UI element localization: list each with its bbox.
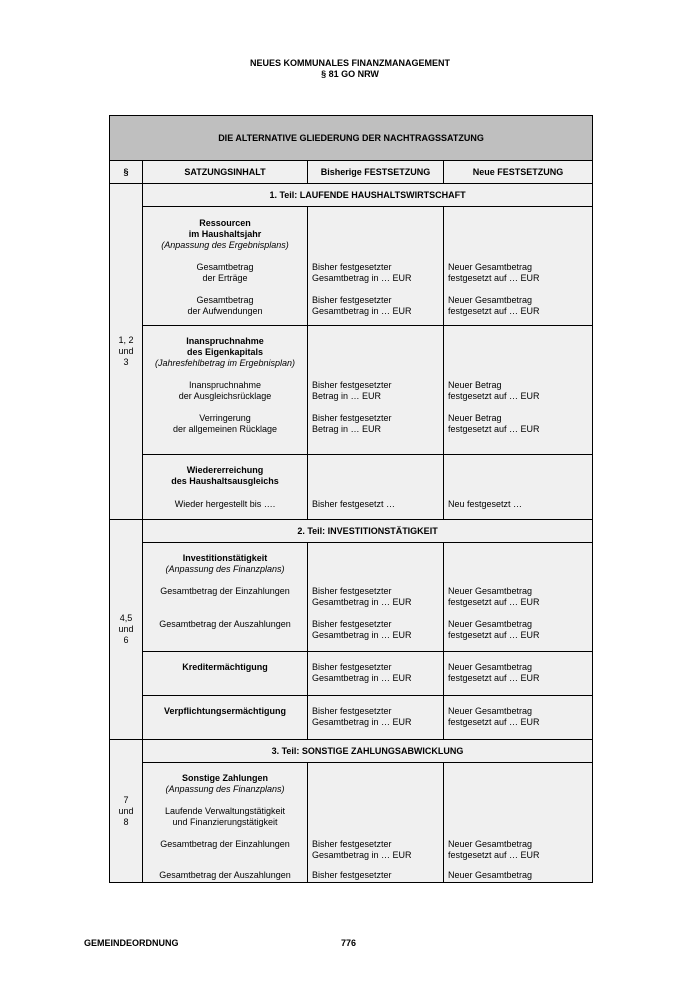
new-value-cell: Neuer Gesamtbetrag festgesetzt auf … EUR — [444, 696, 593, 740]
table-title: DIE ALTERNATIVE GLIEDERUNG DER NACHTRAGSSATZUNG — [110, 116, 593, 161]
old-value-cell: Bisher festgesetzt … — [308, 455, 444, 520]
part3-block-sonstige — [110, 763, 593, 883]
paragraph-cell-part1: 1, 2 und 3 — [110, 184, 143, 520]
content-cell: Verpflichtungsermächtigung — [143, 696, 308, 740]
part2-block-kredit — [110, 652, 593, 696]
old-value-cell: Bisher festgesetzter Gesamtbetrag in … EUR Bisher festgesetzter Gesamtbetrag in … EUR — [308, 543, 444, 652]
page-number: 776 — [341, 938, 357, 948]
content-cell: Investitionstätigkeit (Anpassung des Finanzplans) Gesamtbetrag der Einzahlungen Gesamtbetrag der Auszahlungen — [143, 543, 308, 652]
content-cell: Wiedererreichung des Haushaltsausgleichs Wieder hergestellt bis …. — [143, 455, 308, 520]
part1-block-eigenkapital — [110, 326, 593, 455]
old-value-cell: Bisher festgesetzter Gesamtbetrag in … EUR Bisher festgesetzter — [308, 763, 444, 883]
col-new-header: Neue FESTSETZUNG — [444, 161, 593, 184]
page-header-paragraph: § 81 GO NRW — [321, 69, 379, 79]
paragraph-cell-part2: 4,5 und 6 — [110, 520, 143, 740]
paragraph-cell-part3: 7 und 8 — [110, 740, 143, 883]
part1-block-ressourcen — [110, 207, 593, 326]
new-value-cell: Neuer Gesamtbetrag festgesetzt auf … EUR Neuer Gesamtbetrag festgesetzt auf … EUR — [444, 543, 593, 652]
new-value-cell: Neuer Gesamtbetrag festgesetzt auf … EUR Neuer Gesamtbetrag festgesetzt auf … EUR — [444, 207, 593, 326]
page-header-title: NEUES KOMMUNALES FINANZMANAGEMENT — [250, 58, 450, 68]
old-value-cell: Bisher festgesetzter Gesamtbetrag in … EUR — [308, 696, 444, 740]
part1-block-haushaltsausgleich — [110, 455, 593, 520]
part1-title: 1. Teil: LAUFENDE HAUSHALTSWIRTSCHAFT — [143, 184, 593, 207]
new-value-cell: Neuer Gesamtbetrag festgesetzt auf … EUR — [444, 652, 593, 696]
col-old-header: Bisherige FESTSETZUNG — [308, 161, 444, 184]
old-value-cell: Bisher festgesetzter Gesamtbetrag in … EUR — [308, 652, 444, 696]
column-header-row — [110, 161, 593, 184]
new-value-cell: Neuer Betrag festgesetzt auf … EUR Neuer Betrag festgesetzt auf … EUR — [444, 326, 593, 455]
content-cell: Inanspruchnahme des Eigenkapitals (Jahresfehlbetrag im Ergebnisplan) Inanspruchnahme der Ausgleichsrücklage Verringerung der allgemeinen Rücklage — [143, 326, 308, 455]
new-value-cell: Neuer Gesamtbetrag festgesetzt auf … EUR Neuer Gesamtbetrag — [444, 763, 593, 883]
nachtragssatzung-table — [109, 115, 593, 883]
part2-block-investition — [110, 543, 593, 652]
col-content-header: SATZUNGSINHALT — [143, 161, 308, 184]
new-value-cell: Neu festgesetzt … — [444, 455, 593, 520]
content-cell: Kreditermächtigung — [143, 652, 308, 696]
content-cell: Sonstige Zahlungen (Anpassung des Finanzplans) Laufende Verwaltungstätigkeit und Finanzierungstätigkeit Gesamtbetrag der Einzahlungen Gesamtbetrag der Auszahlungen — [143, 763, 308, 883]
part2-title: 2. Teil: INVESTITIONSTÄTIGKEIT — [143, 520, 593, 543]
footer-title: GEMEINDEORDNUNG — [84, 938, 179, 948]
col-paragraph-header: § — [110, 161, 143, 184]
content-cell: Ressourcen im Haushaltsjahr (Anpassung des Ergebnisplans) Gesamtbetrag der Erträge Gesamtbetrag der Aufwendungen — [143, 207, 308, 326]
part3-title: 3. Teil: SONSTIGE ZAHLUNGSABWICKLUNG — [143, 740, 593, 763]
old-value-cell: Bisher festgesetzter Gesamtbetrag in … EUR Bisher festgesetzter Gesamtbetrag in … EUR — [308, 207, 444, 326]
part2-block-verpflichtung — [110, 696, 593, 740]
old-value-cell: Bisher festgesetzter Betrag in … EUR Bisher festgesetzter Betrag in … EUR — [308, 326, 444, 455]
